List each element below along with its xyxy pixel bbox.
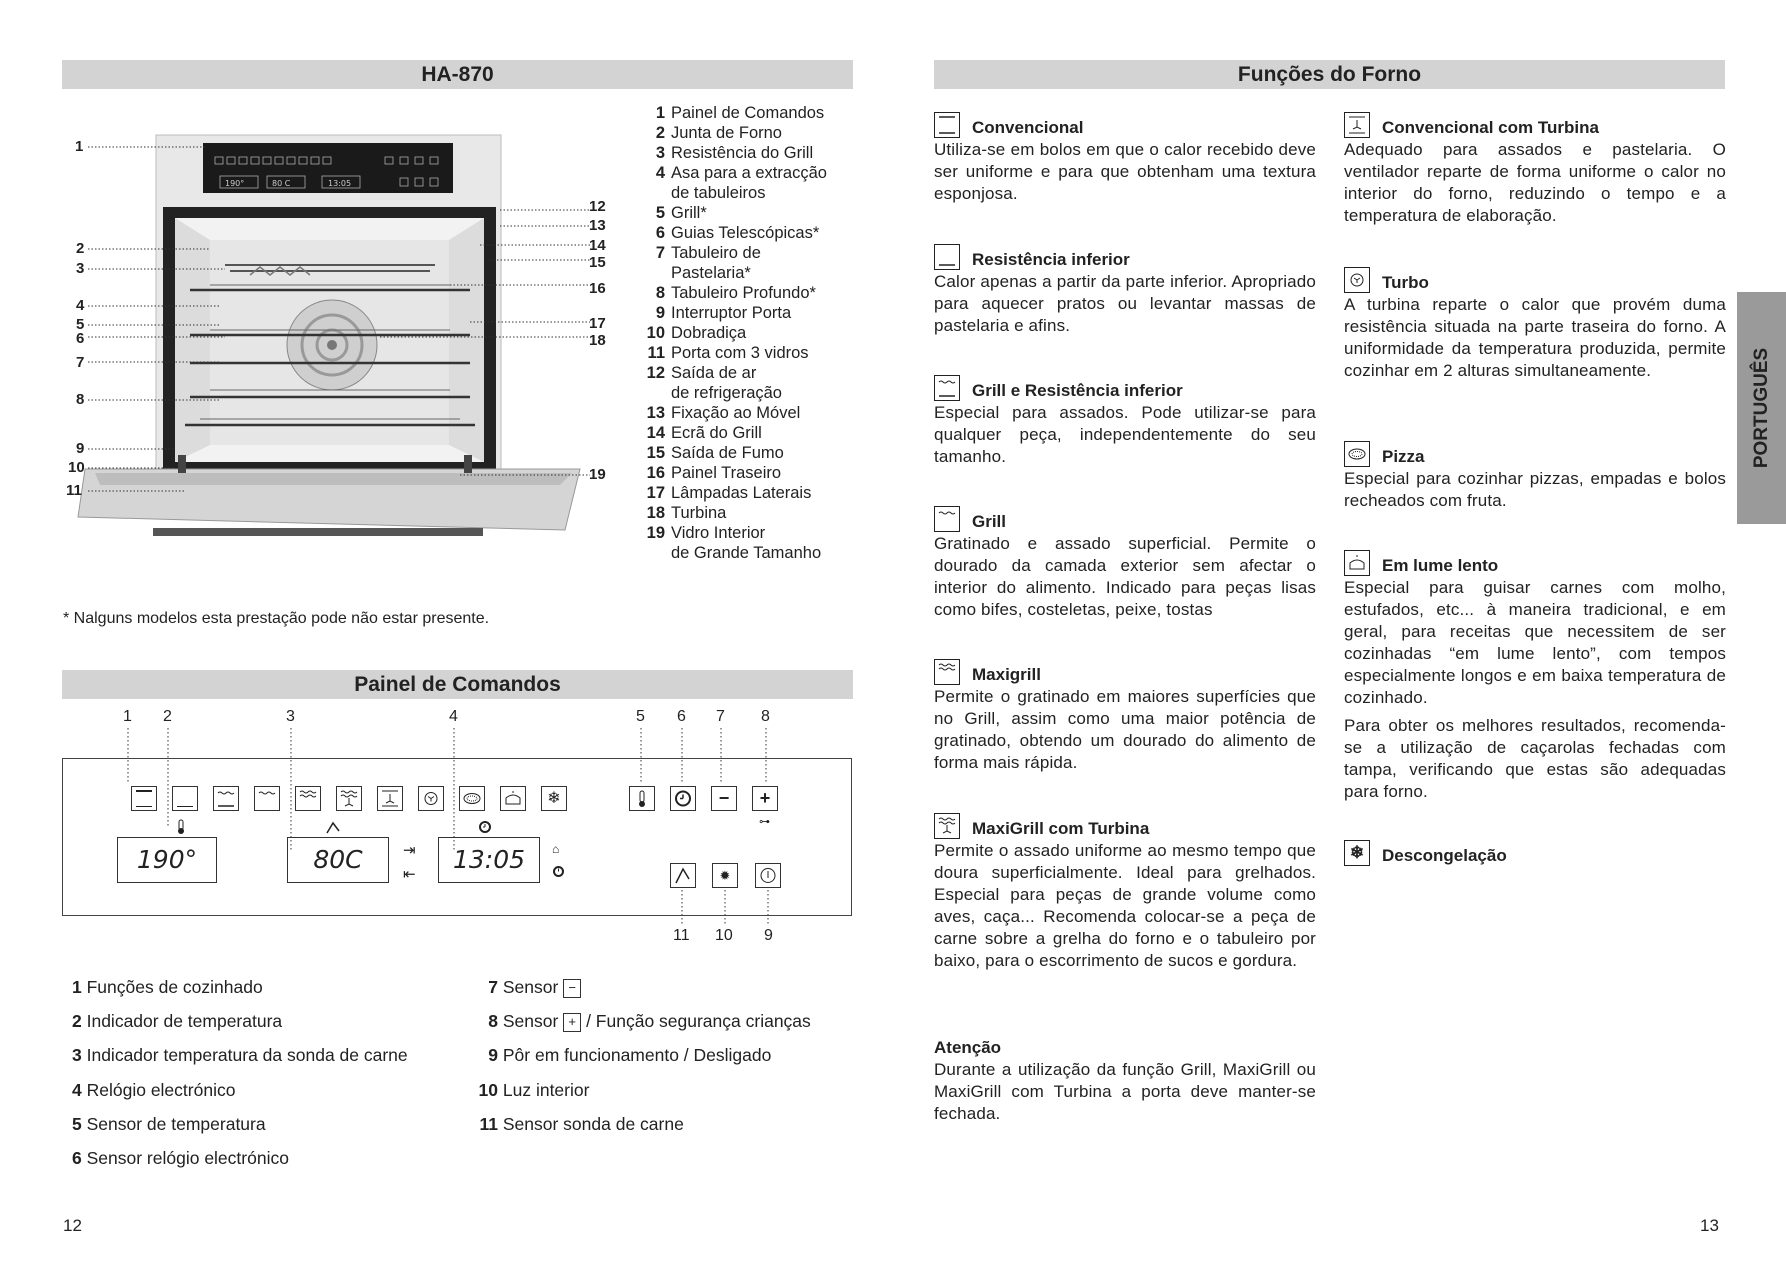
oven-label: 3 [76,260,85,277]
function-grill [934,506,1316,621]
legend-text-after: / Função segurança crianças [586,1011,811,1031]
maxigrill-turbo-icon [336,786,362,811]
legend-text: Funções de cozinhado [86,977,263,997]
function-title [934,813,1316,839]
legend-item [72,1080,235,1101]
slow-cook-icon [500,786,526,811]
function-description: Especial para cozinhar pizzas, empadas e bolos recheados com fruta. [1344,469,1726,510]
alarm-bell-icon: ⌂ [552,842,560,856]
maxigrill-icon [295,786,321,811]
function-slow-cook [1344,550,1726,803]
part-number: 17 [646,484,665,502]
oven-display-temp: 190° [225,179,245,188]
bottom-heat-icon [934,244,960,270]
function-description: Permite o assado uniforme ao mesmo tempo que doura superficialmente. Ideal para grelhados. Especial para peças de grande volume como aves, caça... Recomenda colocar-se a peça de carne sobre a grelha do forno e o tabuleiro por baixo, para o escorrimento de sucos e gordura. [934,841,1316,970]
function-title [934,506,1316,532]
page-number-left: 12 [63,1216,82,1235]
pizza-icon [459,786,485,811]
legend-number: 11 [479,1114,498,1134]
meat-probe-display: 80C [287,837,389,883]
turbo-icon [418,786,444,811]
attention-block [934,1038,1316,1125]
model-header: HA-870 [62,60,853,89]
function-title-text: Grill e Resistência inferior [972,381,1183,400]
part-label: Resistência do Grill [671,144,814,162]
function-title-text: Grill [972,512,1007,531]
part-number: 7 [655,244,665,262]
legend-item [72,1045,408,1066]
plus-sensor-button[interactable]: + [752,786,778,811]
turbo-icon [1344,267,1370,293]
meat-probe-sensor-button[interactable] [670,863,696,888]
function-title [1344,840,1726,866]
part-number: 8 [655,284,665,302]
part-number: 2 [655,124,665,142]
function-title [934,375,1316,401]
part-number: 3 [655,144,665,162]
part-label-cont: de tabuleiros [671,184,766,202]
part-label: Saída de ar [671,364,757,382]
child-lock-key-icon: ⊶ [759,816,770,828]
oven-label: 10 [68,459,85,476]
function-title [1344,112,1726,138]
function-description: A turbina reparte o calor que provém duma resistência situada na parte traseira do forno. A uniformidade da temperatura produzida, permite cozinhar em 2 alturas simultaneamente. [1344,295,1726,380]
function-description: Utiliza-se em bolos em que o calor recebido deve ser uniforme e para que obtenham uma textura esponjosa. [934,140,1316,203]
part-number: 6 [655,224,665,242]
legend-number: 3 [72,1045,82,1065]
clock-display: 13:05 [438,837,540,883]
panel-callout: 6 [677,708,686,725]
legend-item [72,1114,266,1135]
part-label-cont: de refrigeração [671,384,782,402]
oven-label: 18 [589,332,606,349]
oven-label: 13 [589,217,606,234]
slow-cook-icon [1344,550,1370,576]
function-maxigrill-turbo [934,813,1316,972]
function-title [1344,550,1726,576]
panel-callout: 2 [163,708,172,725]
part-label: Lâmpadas Laterais [671,484,812,502]
pizza-icon [1344,441,1370,467]
oven-label: 6 [76,330,85,347]
attention-title: Atenção [934,1038,1002,1057]
conventional-turbo-icon [377,786,403,811]
part-label: Painel de Comandos [671,104,825,122]
part-number: 5 [655,204,665,222]
function-turbo [1344,267,1726,382]
part-label: Vidro Interior [671,524,766,542]
grill-icon [934,506,960,532]
legend-text: Sensor [502,977,559,997]
panel-callout: 10 [715,927,733,944]
panel-callout: 3 [286,708,295,725]
legend-number: 4 [72,1080,82,1100]
oven-label: 11 [66,482,82,499]
control-panel-diagram [62,758,852,916]
language-tab: PORTUGUÊS [1737,292,1786,524]
function-title [934,244,1316,270]
oven-label: 2 [76,240,85,257]
function-description: Especial para assados. Pode utilizar-se para qualquer peça, independentemente do seu tamanho. [934,403,1316,466]
oven-label: 9 [76,440,85,457]
function-description: Calor apenas a partir da parte inferior. Apropriado para aquecer pratos ou levantar massas de pastelaria e afins. [934,272,1316,335]
oven-label: 1 [75,138,84,155]
legend-text: Indicador temperatura da sonda de carne [86,1045,408,1065]
function-title [934,659,1316,685]
legend-text: Sensor sonda de carne [502,1114,684,1134]
part-label: Ecrã do Grill [671,424,762,442]
defrost-icon: ❄ [1344,840,1370,866]
models-footnote: * Nalguns modelos esta prestação pode não estar presente. [63,610,490,627]
minus-sensor-button[interactable]: − [711,786,737,811]
function-title-text: Pizza [1382,447,1425,466]
part-number: 9 [655,304,665,322]
conventional-icon [934,112,960,138]
part-label: Asa para a extracção [671,164,827,182]
functions-header: Funções do Forno [934,60,1725,89]
part-label-cont: de Grande Tamanho [671,544,822,562]
oven-label: 16 [589,280,606,297]
function-description: Permite o gratinado em maiores superfícies que no Grill, assim como uma maior potência de gratinado, obtendo um dourado do alimento de forma mais rápida. [934,687,1316,772]
function-title [1344,441,1726,467]
bottom-heat-icon [172,786,198,811]
grill-icon [254,786,280,811]
part-number: 1 [655,104,665,122]
panel-callout: 11 [673,927,690,944]
legend-text: Sensor [502,1011,559,1031]
legend-item [470,1114,684,1135]
function-description: Especial para guisar carnes com molho, estufados, etc... à maneira tradicional, e em geral, para receitas que necessitem de ser cozinhadas “em lume lento”, com tempos especialmente longos e em baixa temperatura de cozinhado. [1344,578,1726,707]
panel-callout: 8 [761,708,770,725]
legend-number: 7 [488,977,498,997]
oven-label: 12 [589,198,606,215]
function-pizza [1344,441,1726,512]
oven-label: 17 [589,315,606,332]
legend-item [470,1080,589,1101]
panel-callout: 5 [636,708,645,725]
function-title-text: Convencional com Turbina [1382,118,1599,137]
clock-sensor-button[interactable] [670,786,696,811]
part-label: Fixação ao Móvel [671,404,801,422]
legend-number: 1 [72,977,82,997]
legend-number: 5 [72,1114,82,1134]
grill-bottom-icon [934,375,960,401]
oven-label: 7 [76,354,85,371]
function-conventional-turbo [1344,112,1726,227]
function-grill-bottom [934,375,1316,468]
oven-label: 4 [76,297,85,314]
function-title-text: Em lume lento [1382,556,1499,575]
part-number: 10 [646,324,665,342]
part-label: Interruptor Porta [671,304,792,322]
interior-light-button[interactable]: ✹ [712,863,738,888]
legend-text: Sensor de temperatura [86,1114,266,1134]
legend-text: Sensor relógio electrónico [86,1148,289,1168]
part-number: 13 [646,404,665,422]
function-title [934,112,1316,138]
function-title-text: Descongelação [1382,846,1507,865]
part-label: Turbina [671,504,727,522]
part-label: Porta com 3 vidros [671,344,809,362]
function-title-text: MaxiGrill com Turbina [972,819,1150,838]
part-number: 15 [646,444,665,462]
function-title-text: Turbo [1382,273,1429,292]
function-title-text: Maxigrill [972,665,1041,684]
oven-display-clock: 13:05 [328,179,352,188]
attention-text: Durante a utilização da função Grill, MaxiGrill ou MaxiGrill com Turbina a porta deve manter-se fechada. [934,1060,1316,1123]
legend-number: 9 [488,1045,498,1065]
oven-label: 14 [589,237,606,254]
part-number: 12 [646,364,665,382]
legend-number: 8 [488,1011,498,1031]
cooking-duration-icon: ⇥ [403,842,416,859]
oven-label: 8 [76,391,85,408]
function-defrost [1344,840,1726,866]
oven-label: 15 [589,254,606,271]
legend-item [470,1045,771,1066]
conventional-icon [131,786,157,811]
panel-callout: 9 [764,927,773,944]
legend-item [72,977,263,998]
part-label: Painel Traseiro [671,464,782,482]
function-description: Gratinado e assado superficial. Permite o dourado da camada exterior sem afectar o interior do alimento. Indicado para peças lisas como bifes, costeletas, peixe, tostas [934,534,1316,619]
legend-text: Luz interior [502,1080,590,1100]
legend-item [72,1011,282,1032]
grill-bottom-icon [213,786,239,811]
part-number: 14 [646,424,665,442]
panel-callout: 4 [449,708,458,725]
part-number: 19 [646,524,665,542]
part-number: 4 [655,164,665,182]
oven-display-probe: 80 C [272,179,291,188]
function-title-text: Resistência inferior [972,250,1130,269]
part-number: 11 [647,344,665,362]
minus-symbol: − [563,979,581,998]
clock-small-icon [552,865,565,883]
maxigrill-icon [934,659,960,685]
control-panel-header: Painel de Comandos [62,670,853,699]
legend-item [72,1148,289,1169]
legend-number: 6 [72,1148,82,1168]
plus-symbol: + [563,1013,581,1032]
part-number: 16 [646,464,665,482]
part-label: Tabuleiro Profundo* [671,284,816,302]
part-label: Grill* [671,204,707,222]
part-number: 18 [646,504,665,522]
function-title [1344,267,1726,293]
legend-text: Relógio electrónico [86,1080,236,1100]
temperature-display: 190° [117,837,217,883]
part-label-cont: Pastelaria* [671,264,751,282]
part-label: Tabuleiro de [671,244,761,262]
panel-callout: 1 [123,708,132,725]
function-description: Adequado para assados e pastelaria. O ventilador reparte de forma uniforme o calor no interior do forno, reduzindo o tempo e a temperatura de elaboração. [1344,140,1726,225]
legend-text: Indicador de temperatura [86,1011,283,1031]
function-description-extra: Para obter os melhores resultados, recomenda-se a utilização de caçarolas fechadas com tampa, verificando que estas são adequadas para forno. [1344,716,1726,801]
function-bottom-heat [934,244,1316,337]
part-label: Dobradiça [671,324,747,342]
maxigrill-turbo-icon [934,813,960,839]
legend-number: 10 [478,1080,498,1100]
part-label: Junta de Forno [671,124,782,142]
panel-callout: 7 [716,708,725,725]
oven-label: 19 [589,466,606,483]
oven-label: 5 [76,316,85,333]
function-conventional [934,112,1316,205]
end-time-icon: ⇤ [403,866,416,883]
function-maxigrill [934,659,1316,774]
power-button[interactable] [755,863,781,888]
legend-text: Pôr em funcionamento / Desligado [502,1045,772,1065]
part-label: Saída de Fumo [671,444,784,462]
legend-item [470,977,581,998]
defrost-icon: ❄ [541,786,567,811]
temperature-sensor-button[interactable] [629,786,655,811]
page-number-right: 13 [1700,1216,1719,1235]
part-label: Guias Telescópicas* [671,224,820,242]
legend-item [470,1011,811,1032]
legend-number: 2 [72,1011,82,1031]
conventional-turbo-icon [1344,112,1370,138]
function-title-text: Convencional [972,118,1084,137]
